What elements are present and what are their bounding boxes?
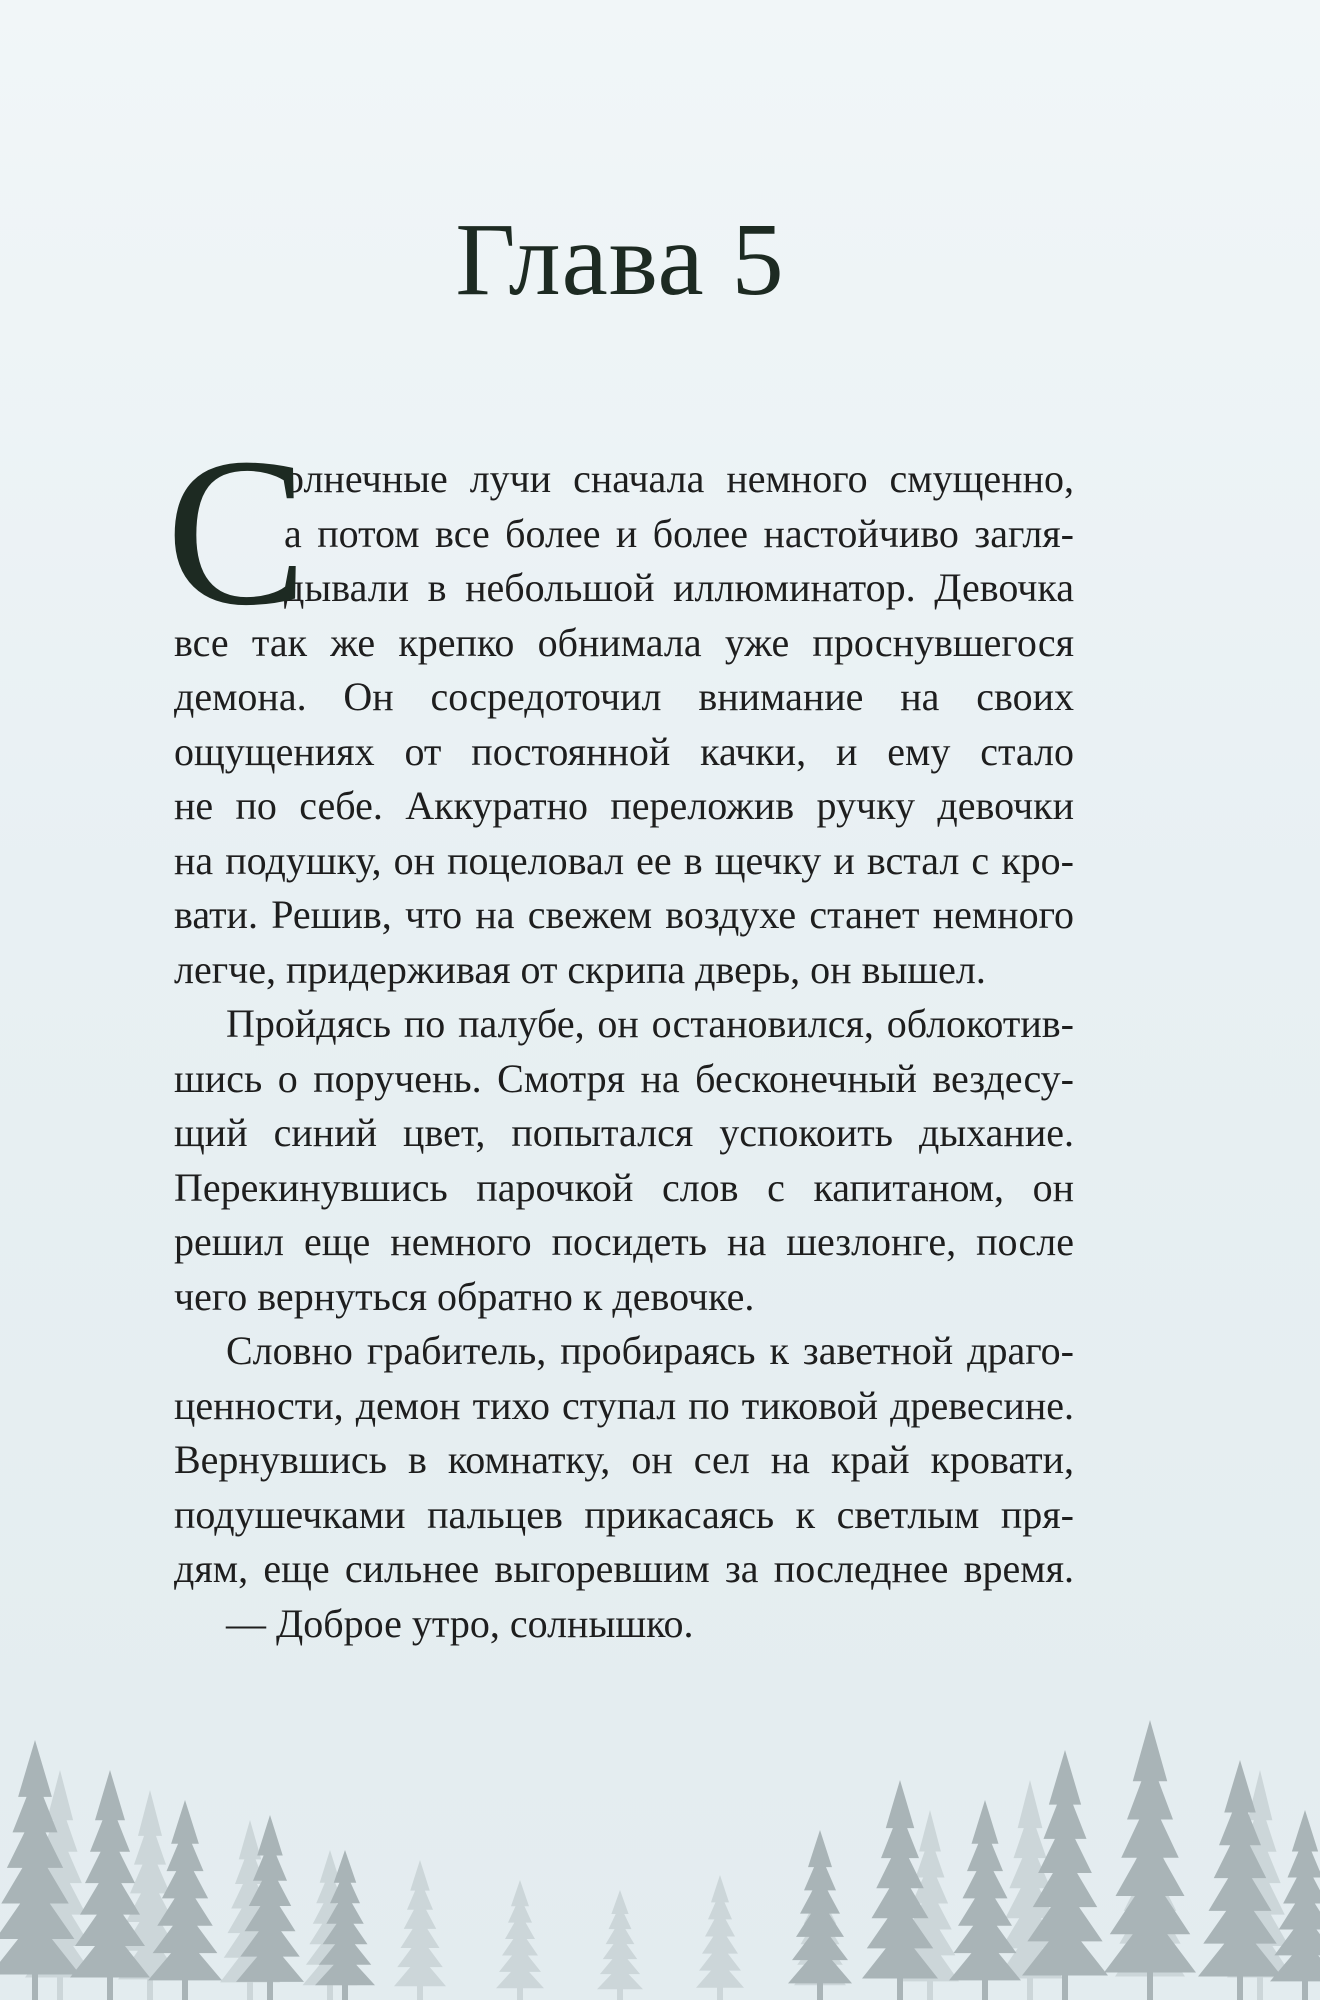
text-line: демона. Он сосредоточил внимание на своих <box>174 674 1074 719</box>
text-line: щий синий цвет, попытался успокоить дыхание. <box>174 1110 1074 1155</box>
text-line: олнечные лучи сначала немного смущенно, <box>284 456 1074 501</box>
text-line: подушечками пальцев прикасаясь к светлым пря- <box>174 1491 1074 1537</box>
tree-shape <box>788 1830 852 2000</box>
text-line: дывали в небольшой иллюминатор. Девочка <box>284 565 1074 610</box>
text-line: шись о поручень. Смотря на бесконечный вездесу- <box>174 1055 1074 1101</box>
text-line: дям, еще сильнее выгоревшим за последнее время. <box>174 1546 1074 1591</box>
tree-shape <box>394 1860 446 2000</box>
drop-cap: С <box>166 414 308 649</box>
text-line: Словно грабитель, пробираясь к заветной драго- <box>226 1328 1074 1373</box>
tree-shape <box>1104 1720 1196 2000</box>
text-line: Вернувшись в комнатку, он сел на край кровати, <box>174 1437 1074 1482</box>
text-line: все так же крепко обнимала уже проснувшегося <box>174 619 1074 665</box>
text-line: Перекинувшись парочкой слов с капитаном, он <box>174 1164 1074 1210</box>
text-line: ощущениях от постоянной качки, и ему стало <box>174 728 1074 774</box>
text-line: — Доброе утро, солнышко. <box>226 1600 694 1646</box>
text-line: решил еще немного посидеть на шезлонге, после <box>174 1219 1074 1264</box>
tree-shape <box>597 1890 643 2000</box>
tree-shape <box>949 1800 1021 2000</box>
text-line: ценности, демон тихо ступал по тиковой древесине. <box>174 1382 1074 1428</box>
chapter-title: Глава 5 <box>455 202 785 317</box>
text-line: а потом все более и более настойчиво загля- <box>284 510 1074 556</box>
text-line: вати. Решив, что на свежем воздухе станет немного <box>174 892 1074 937</box>
text-line: на подушку, он поцеловал ее в щечку и встал с кро- <box>174 837 1074 883</box>
forest-illustration <box>0 1670 1320 2000</box>
tree-shape <box>696 1875 744 2000</box>
tree-shape <box>496 1880 544 2000</box>
text-line: легче, придерживая от скрипа дверь, он вышел. <box>174 946 986 992</box>
text-line: не по себе. Аккуратно переложив ручку девочки <box>174 783 1074 828</box>
text-line: чего вернуться обратно к девочке. <box>174 1273 755 1319</box>
chapter-text <box>166 414 1074 1651</box>
text-line: Пройдясь по палубе, он остановился, облокотив- <box>226 1001 1074 1046</box>
